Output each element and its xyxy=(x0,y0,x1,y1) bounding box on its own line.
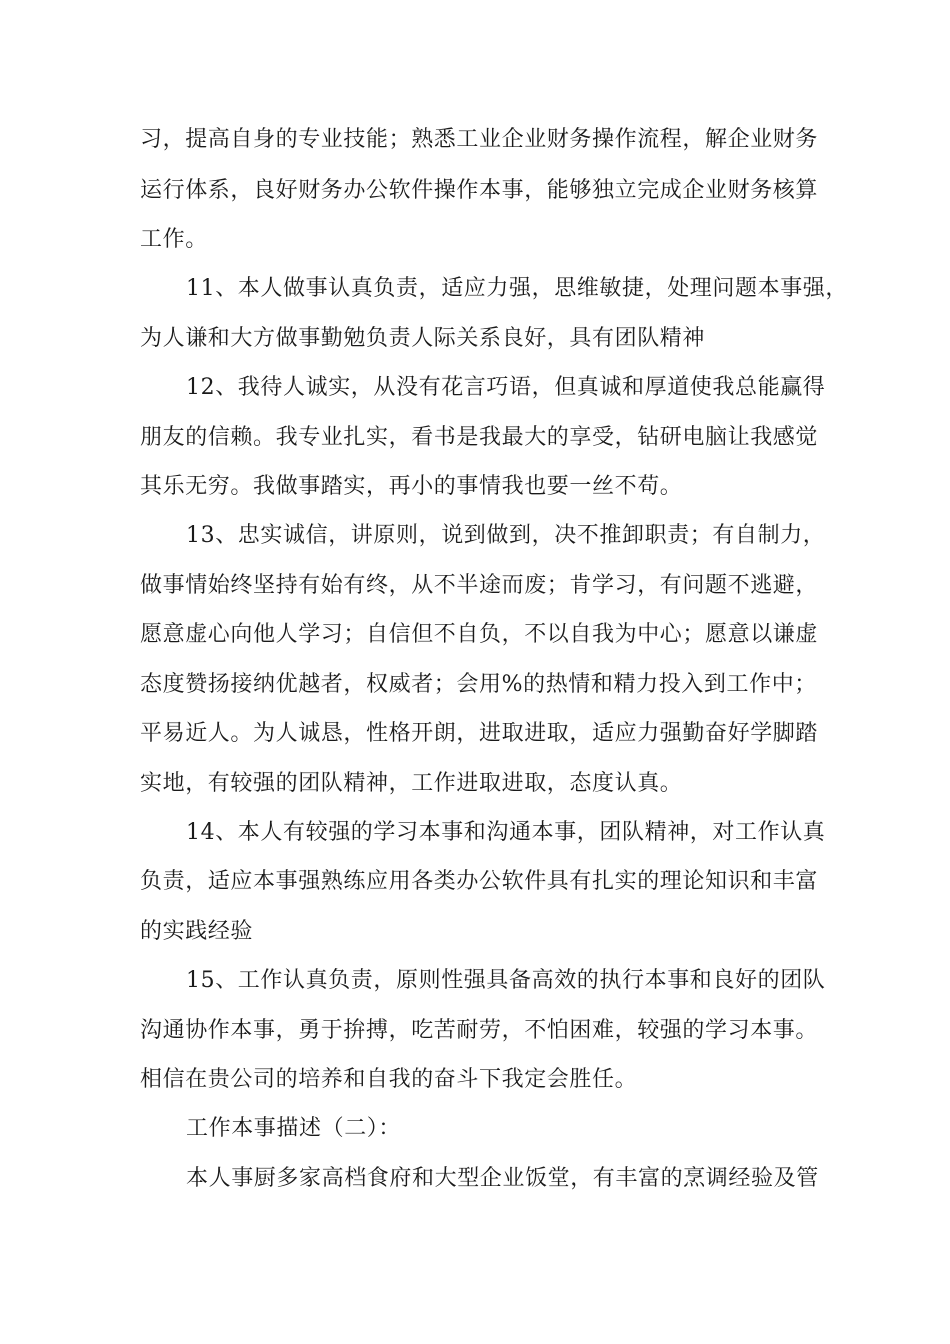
text-line: 习，提高自身的专业技能；熟悉工业企业财务操作流程，解企业财务 xyxy=(140,127,819,152)
text-line: 平易近人。为人诚恳，性格开朗，进取进取，适应力强勤奋好学脚踏 xyxy=(140,721,819,746)
text-line: 为人谦和大方做事勤勉负责人际关系良好，具有团队精神 xyxy=(140,326,706,351)
text-line: 做事情始终坚持有始有终，从不半途而废；肯学习，有问题不逃避， xyxy=(140,573,819,598)
text-line: 运行体系，良好财务办公软件操作本事，能够独立完成企业财务核算 xyxy=(140,178,819,203)
text-line: 12、我待人诚实，从没有花言巧语，但真诚和厚道使我总能赢得 xyxy=(186,375,826,400)
section-heading: 工作本事描述（二）： xyxy=(186,1116,402,1141)
text-line: 愿意虚心向他人学习；自信但不自负，不以自我为中心；愿意以谦虚 xyxy=(140,622,819,647)
text-line: 朋友的信赖。我专业扎实，看书是我最大的享受，钻研电脑让我感觉 xyxy=(140,425,819,450)
text-line: 负责，适应本事强熟练应用各类办公软件具有扎实的理论知识和丰富 xyxy=(140,869,819,894)
text-line: 的实践经验 xyxy=(140,919,254,944)
text-line: 11、本人做事认真负责，适应力强，思维敏捷，处理问题本事强， xyxy=(186,276,848,301)
text-line: 实地，有较强的团队精神，工作进取进取，态度认真。 xyxy=(140,771,683,796)
text-line: 13、忠实诚信，讲原则，说到做到，决不推卸职责；有自制力， xyxy=(186,523,826,548)
text-line: 工作。 xyxy=(140,227,208,252)
text-line: 14、本人有较强的学习本事和沟通本事，团队精神，对工作认真 xyxy=(186,820,826,845)
text-line: 相信在贵公司的培养和自我的奋斗下我定会胜任。 xyxy=(140,1067,638,1092)
text-line: 其乐无穷。我做事踏实，再小的事情我也要一丝不苟。 xyxy=(140,474,683,499)
text-line: 态度赞扬接纳优越者，权威者；会用%的热情和精力投入到工作中； xyxy=(140,672,817,697)
text-line: 15、工作认真负责，原则性强具备高效的执行本事和良好的团队 xyxy=(186,968,826,993)
text-line: 本人事厨多家高档食府和大型企业饭堂，有丰富的烹调经验及管 xyxy=(186,1166,819,1191)
text-line: 沟通协作本事，勇于拚搏，吃苦耐劳，不怕困难，较强的学习本事。 xyxy=(140,1018,819,1043)
